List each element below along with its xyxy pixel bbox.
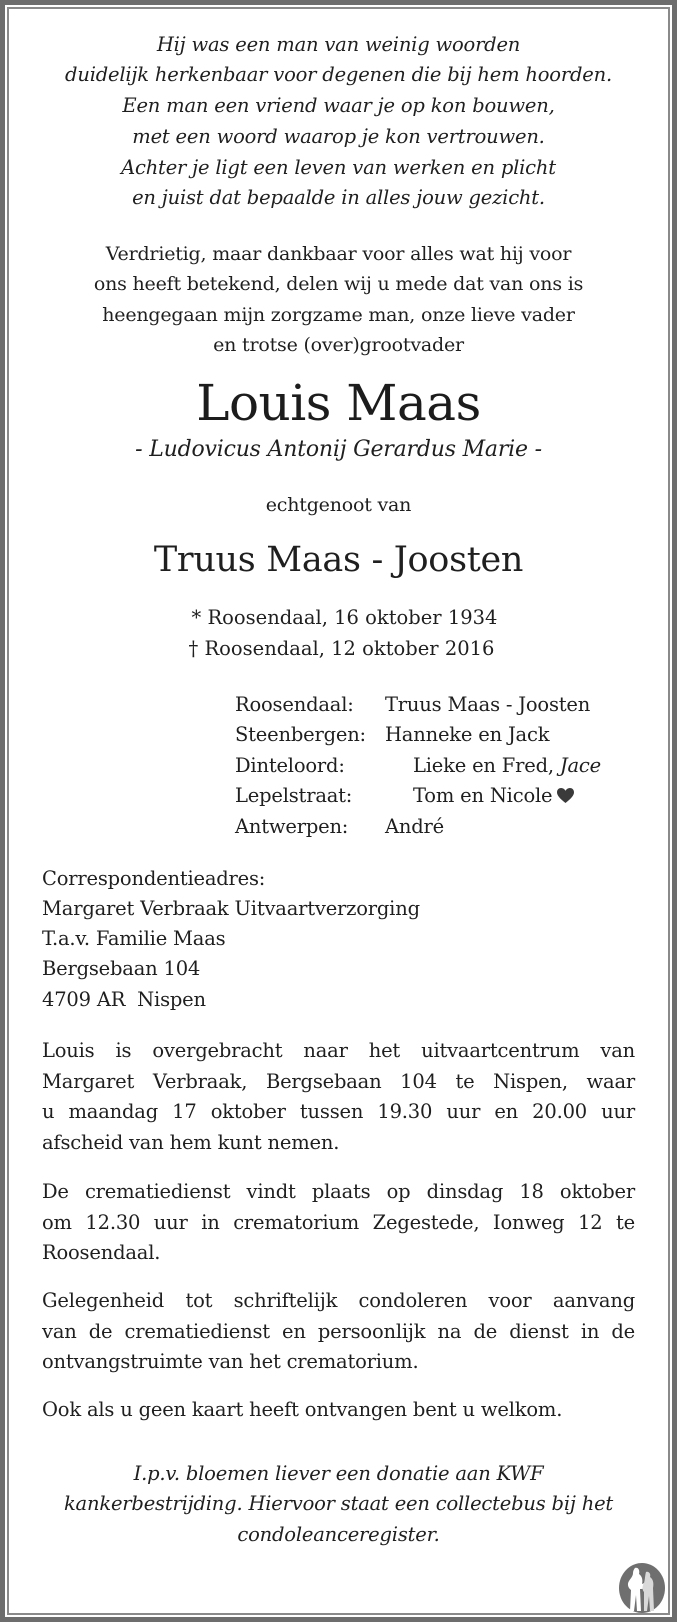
paragraph-line: u maandag 17 oktober tussen 19.30 uur en 20.00 uur	[42, 1100, 635, 1123]
paragraph-welcome	[42, 1395, 635, 1426]
paragraph-condolences	[42, 1286, 635, 1378]
paragraph-line: om 12.30 uur in crematorium Zegestede, Ionweg 12 te	[42, 1210, 635, 1234]
announcement-line: Verdrietig, maar dankbaar voor alles wat hij voor	[105, 243, 572, 265]
paragraph-line: Ook als u geen kaart heeft ontvangen bent u welkom.	[42, 1398, 563, 1421]
correspondence-label: Correspondentieadres:	[42, 867, 266, 890]
poem-line: Een man een vriend waar je op kon bouwen,	[122, 94, 555, 117]
poem-line: Hij was een man van weinig woorden	[156, 33, 521, 56]
paragraph-line: van de crematiedienst en persoonlijk na de dienst in de	[42, 1319, 635, 1343]
family-names: André	[385, 815, 444, 838]
closing-line: condoleanceregister.	[237, 1523, 440, 1546]
correspondence-line: 4709 AR Nispen	[42, 988, 206, 1011]
paragraph-line: De crematiedienst vindt plaats op dinsdag 18 oktober	[42, 1180, 635, 1203]
paragraph-line: Louis is overgebracht naar het uitvaartcentrum van	[42, 1039, 635, 1062]
family-names-group	[413, 784, 575, 807]
embracing-figures-logo-icon	[618, 1562, 666, 1614]
announcement-line: heengegaan mijn zorgzame man, onze lieve vader	[102, 304, 575, 326]
correspondence-line: Bergsebaan 104	[42, 957, 201, 980]
correspondence-line: Margaret Verbraak Uitvaartverzorging	[42, 897, 420, 920]
paragraph-line: Roosendaal.	[42, 1241, 161, 1264]
family-place: Dinteloord:	[235, 754, 345, 777]
poem-line: Achter je ligt een leven van werken en plicht	[121, 156, 556, 179]
poem-line: en juist dat bepaalde in alles jouw gezicht.	[132, 186, 545, 209]
closing-line: kankerbestrijding. Hiervoor staat een collectebus bij het	[63, 1492, 614, 1515]
correspondence-line: T.a.v. Familie Maas	[42, 927, 226, 950]
family-place: Lepelstraat:	[235, 784, 353, 807]
announcement-line: ons heeft betekend, delen wij u mede dat van ons is	[93, 273, 584, 295]
death-date: † Roosendaal, 12 oktober 2016	[188, 637, 495, 660]
poem-line: duidelijk herkenbaar voor degenen die bij hem hoorden.	[65, 63, 612, 86]
spouse-name: Truus Maas - Joosten	[153, 540, 524, 580]
closing-line: I.p.v. bloemen liever een donatie aan KWF	[133, 1462, 544, 1485]
family-names: Tom en Nicole	[413, 784, 553, 807]
family-place: Steenbergen:	[235, 723, 366, 746]
family-place: Roosendaal:	[235, 693, 354, 716]
paragraph-line: Margaret Verbraak, Bergsebaan 104 te Nispen, waar	[42, 1069, 635, 1093]
announcement-line: en trotse (over)grootvader	[213, 334, 464, 356]
family-names: Truus Maas - Joosten	[385, 693, 591, 716]
family-names: Hanneke en Jack	[385, 723, 550, 746]
paragraph-line: ontvangstruimte van het crematorium.	[42, 1350, 419, 1373]
paragraph-line: afscheid van hem kunt nemen.	[42, 1130, 340, 1154]
family-names: Lieke en Fred,	[413, 754, 560, 777]
deceased-full-name: - Ludovicus Antonij Gerardus Marie -	[135, 437, 542, 462]
paragraph-viewing	[42, 1036, 635, 1158]
deceased-name: Louis Maas	[196, 374, 481, 432]
spouse-relation: echtgenoot van	[265, 494, 412, 516]
heart-icon	[556, 787, 575, 804]
family-place: Antwerpen:	[235, 815, 349, 838]
family-names-group	[413, 754, 601, 777]
paragraph-cremation	[42, 1177, 635, 1269]
family-names-italic: Jace	[559, 754, 601, 777]
paragraph-line: Gelegenheid tot schriftelijk condoleren voor aanvang	[42, 1289, 635, 1312]
birth-date: * Roosendaal, 16 oktober 1934	[191, 606, 498, 629]
poem-line: met een woord waarop je kon vertrouwen.	[132, 125, 545, 148]
